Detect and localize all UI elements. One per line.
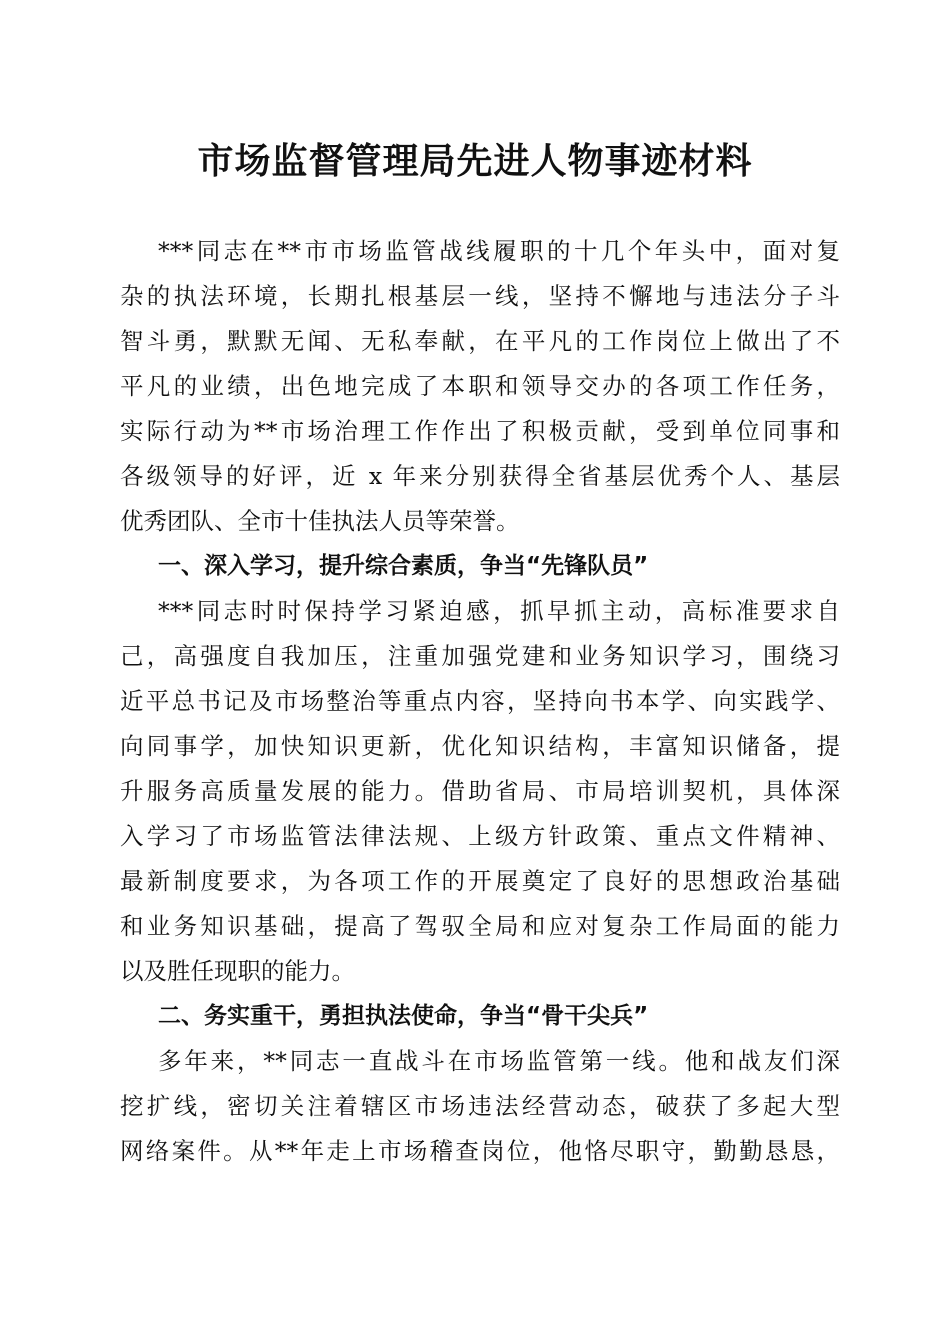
intro-line-4: 平凡的业绩，出色地完成了本职和领导交办的各项工作任务， [120, 372, 840, 400]
section-1-line-4: 向同事学，加快知识更新，优化知识结构，丰富知识储备，提 [120, 732, 840, 760]
section-2-heading: 二、务实重干，勇担执法使命，争当“骨干尖兵” [158, 1003, 649, 1029]
section-1-line-7: 最新制度要求，为各项工作的开展奠定了良好的思想政治基础 [120, 867, 840, 895]
section-1-line-8: 和业务知识基础，提高了驾驭全局和应对复杂工作局面的能力 [120, 912, 840, 940]
section-2-line-1: 多年来，**同志一直战斗在市场监管第一线。他和战友们深 [158, 1047, 840, 1075]
intro-line-5: 实际行动为**市场治理工作作出了积极贡献，受到单位同事和 [120, 417, 840, 445]
section-2-line-3: 网络案件。从**年走上市场稽查岗位，他恪尽职守，勤勤恳恳， [120, 1137, 840, 1165]
intro-line-2: 杂的执法环境，长期扎根基层一线，坚持不懈地与违法分子斗 [120, 282, 840, 310]
document-title: 市场监督管理局先进人物事迹材料 [197, 140, 753, 182]
section-1-line-6: 入学习了市场监管法律法规、上级方针政策、重点文件精神、 [120, 822, 840, 850]
section-1-heading: 一、深入学习，提升综合素质，争当“先锋队员” [158, 553, 649, 579]
section-1-line-2: 己，高强度自我加压，注重加强党建和业务知识学习，围绕习 [120, 642, 840, 670]
intro-line-7: 优秀团队、全市十佳执法人员等荣誉。 [120, 507, 520, 535]
section-1-line-3: 近平总书记及市场整治等重点内容，坚持向书本学、向实践学、 [120, 687, 840, 715]
section-2-line-2: 挖扩线，密切关注着辖区市场违法经营动态，破获了多起大型 [120, 1092, 840, 1120]
intro-line-1: ***同志在**市市场监管战线履职的十几个年头中，面对复 [158, 237, 840, 265]
section-1-line-9: 以及胜任现职的能力。 [120, 957, 355, 985]
section-1-line-1: ***同志时时保持学习紧迫感，抓早抓主动，高标准要求自 [158, 597, 840, 625]
intro-line-6: 各级领导的好评，近 x 年来分别获得全省基层优秀个人、基层 [120, 462, 840, 490]
intro-line-3: 智斗勇，默默无闻、无私奉献，在平凡的工作岗位上做出了不 [120, 327, 840, 355]
section-1-line-5: 升服务高质量发展的能力。借助省局、市局培训契机，具体深 [120, 777, 840, 805]
